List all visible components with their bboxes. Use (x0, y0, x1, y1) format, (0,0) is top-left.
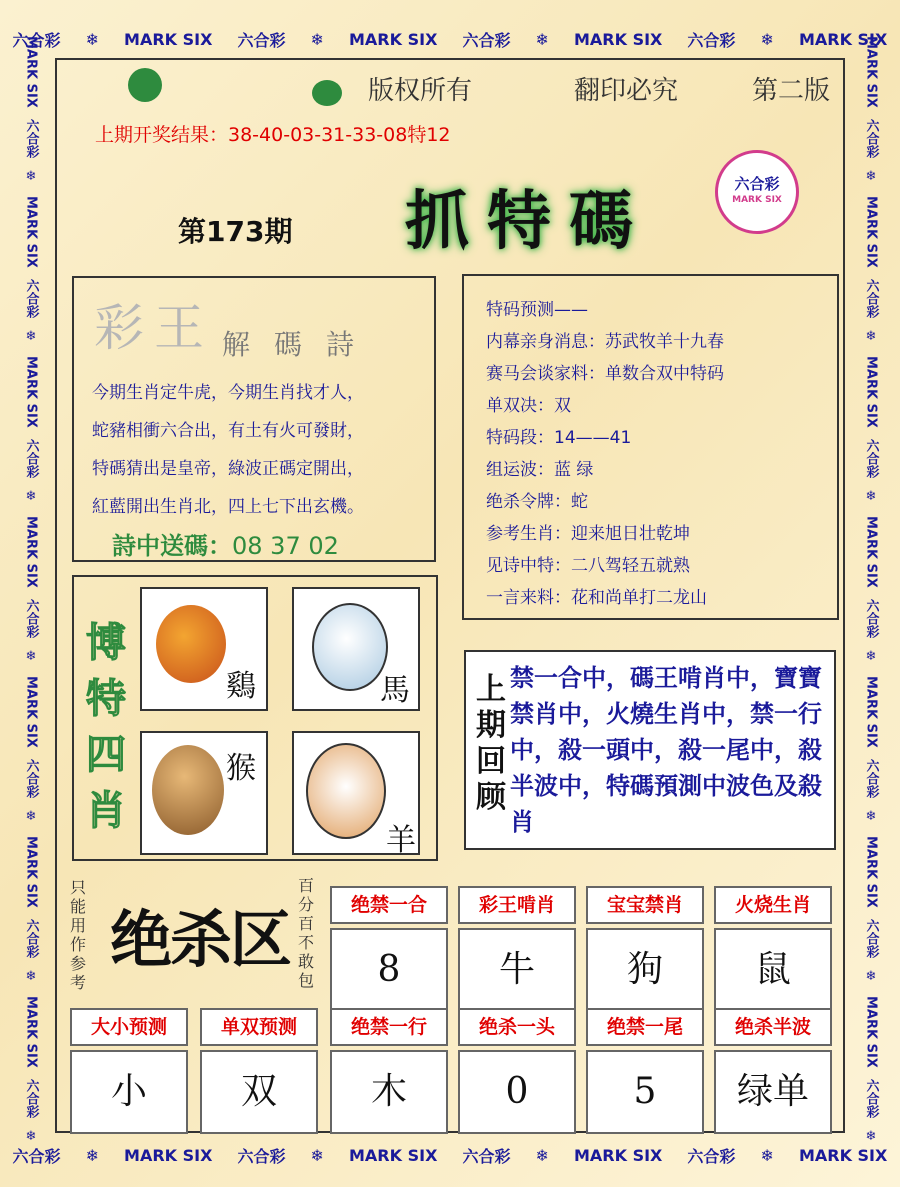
copyright-text: 版权所有 (368, 76, 473, 106)
zodiac-cell-rooster (140, 587, 268, 711)
snowflake-icon: ❄ (760, 1145, 774, 1165)
zodiac-title: 博特四肖 (86, 620, 126, 834)
border-mark-text: MARK SIX (23, 35, 39, 108)
prediction-line: 单双决：双 (486, 396, 571, 416)
snowflake-icon: ❄ (23, 489, 39, 505)
border-mark-text: MARK SIX (124, 29, 213, 49)
zodiac-cell-goat (292, 731, 420, 858)
kill-cell-value: 0 (458, 1050, 576, 1134)
border-mark-text: MARK SIX (23, 995, 39, 1068)
border-mark-text: MARK SIX (23, 515, 39, 588)
snowflake-icon: ❄ (863, 489, 879, 505)
poem-line: 紅藍開出生肖北，四上七下出玄機。 (92, 497, 364, 517)
prediction-box (462, 274, 839, 620)
goat-icon (306, 743, 386, 839)
snowflake-icon: ❄ (23, 969, 39, 985)
poem-lines (92, 374, 432, 526)
border-logo-text: 六合彩 (23, 278, 39, 318)
kill-cell (714, 1008, 832, 1134)
kill-cell-value: 木 (330, 1050, 448, 1134)
border-logo-text: 六合彩 (237, 1146, 286, 1166)
border-logo-text: 六合彩 (23, 118, 39, 158)
kill-cell-value: 5 (586, 1050, 704, 1134)
border-mark-text: MARK SIX (23, 675, 39, 748)
border-logo-text: 六合彩 (237, 30, 286, 50)
prediction-line: 内幕亲身消息：苏武牧羊十九春 (486, 332, 724, 352)
kill-cell-head: 火烧生肖 (714, 886, 832, 924)
border-mark-text: MARK SIX (863, 355, 879, 428)
right-border (856, 30, 886, 1150)
page-title: 抓特碼 (405, 185, 651, 259)
kill-cell-value: 狗 (586, 928, 704, 1012)
border-mark-text: MARK SIX (573, 29, 663, 49)
zodiac-label: 鷄 (226, 669, 256, 704)
prediction-line: 一言来料：花和尚单打二龙山 (486, 588, 707, 608)
kill-cell (714, 886, 832, 1012)
border-logo-text: 六合彩 (863, 918, 879, 958)
edition-text: 第二版 (752, 76, 831, 106)
border-mark-text: MARK SIX (349, 29, 438, 49)
snowflake-icon: ❄ (863, 169, 879, 185)
border-mark-text: MARK SIX (798, 1145, 888, 1165)
snowflake-icon: ❄ (23, 649, 39, 665)
poem-code-label: 詩中送碼： (112, 532, 232, 560)
rooster-icon (156, 605, 226, 683)
kill-zone-title: 绝杀区 (110, 903, 291, 976)
poem-line: 特碼猜出是皇帝，綠波正碼定開出， (92, 459, 364, 479)
kill-cell-head: 绝禁一合 (330, 886, 448, 924)
kill-cell-head: 大小预测 (70, 1008, 188, 1046)
kill-cell (458, 886, 576, 1012)
poem-box (72, 276, 436, 562)
poem-line: 蛇豬相衝六合出，有土有火可發財， (92, 421, 364, 441)
snowflake-icon: ❄ (23, 329, 39, 345)
kill-cell (200, 1008, 318, 1134)
border-logo-text: 六合彩 (687, 1146, 736, 1166)
border-logo-text: 六合彩 (863, 278, 879, 318)
border-logo-text: 六合彩 (23, 1078, 39, 1118)
snowflake-icon: ❄ (863, 649, 879, 665)
kill-cell-head: 单双预测 (200, 1008, 318, 1046)
kill-cell-head: 绝杀一头 (458, 1008, 576, 1046)
border-logo-text: 六合彩 (12, 1146, 61, 1166)
border-mark-text: MARK SIX (863, 35, 879, 108)
kill-cell (458, 1008, 576, 1134)
last-review-box (464, 650, 836, 850)
zodiac-cell-monkey (140, 731, 268, 855)
kill-cell (330, 1008, 448, 1134)
border-logo-text: 六合彩 (687, 30, 736, 50)
guarantee-note: 百分百不敢包 (298, 876, 315, 990)
snowflake-icon: ❄ (863, 809, 879, 825)
kill-cell-value: 双 (200, 1050, 318, 1134)
prediction-line: 组运波：蓝 绿 (486, 460, 594, 480)
snowflake-icon: ❄ (863, 329, 879, 345)
no-reprint-text: 翻印必究 (574, 76, 679, 106)
mark-six-logo (715, 150, 799, 234)
border-logo-text: 六合彩 (863, 438, 879, 478)
top-border (0, 22, 900, 56)
border-mark-text: MARK SIX (863, 195, 879, 268)
border-logo-text: 六合彩 (23, 598, 39, 638)
border-logo-text: 六合彩 (863, 1078, 879, 1118)
kill-cell-head: 绝杀半波 (714, 1008, 832, 1046)
green-leaf-decoration (128, 68, 162, 102)
poem-line: 今期生肖定牛虎，今期生肖找才人， (92, 383, 364, 403)
zodiac-label: 羊 (386, 823, 416, 858)
review-title: 上期回顾 (476, 672, 506, 815)
issue-number: 第173期 (178, 215, 293, 248)
border-mark-text: MARK SIX (349, 1145, 438, 1165)
border-mark-text: MARK SIX (863, 675, 879, 748)
snowflake-icon: ❄ (310, 1145, 324, 1165)
logo-text: 六合彩 (734, 175, 780, 193)
border-logo-text: 六合彩 (462, 30, 511, 50)
kill-cell-value: 8 (330, 928, 448, 1012)
snowflake-icon: ❄ (23, 1129, 39, 1145)
kill-cell (70, 1008, 188, 1134)
border-mark-text: MARK SIX (23, 195, 39, 268)
zodiac-label: 馬 (380, 673, 410, 708)
border-logo-text: 六合彩 (23, 918, 39, 958)
border-mark-text: MARK SIX (863, 835, 879, 908)
border-mark-text: MARK SIX (798, 29, 888, 49)
snowflake-icon: ❄ (23, 809, 39, 825)
snowflake-icon: ❄ (85, 29, 99, 49)
border-logo-text: 六合彩 (863, 118, 879, 158)
bottom-border (0, 1138, 900, 1172)
border-mark-text: MARK SIX (573, 1145, 663, 1165)
reference-note: 只能用作参考 (70, 878, 87, 992)
poem-code-value: 08 37 02 (232, 532, 339, 560)
poem-code (112, 526, 339, 561)
kill-cell-head: 宝宝禁肖 (586, 886, 704, 924)
snowflake-icon: ❄ (310, 29, 324, 49)
border-logo-text: 六合彩 (863, 598, 879, 638)
border-mark-text: MARK SIX (23, 355, 39, 428)
prediction-line: 特码段：14——41 (486, 428, 632, 448)
border-mark-text: MARK SIX (124, 1145, 213, 1165)
kill-cell-head: 绝禁一行 (330, 1008, 448, 1046)
border-logo-text: 六合彩 (12, 30, 61, 50)
zodiac-cell-horse (292, 587, 420, 711)
green-leaf-decoration (312, 80, 342, 106)
snowflake-icon: ❄ (535, 29, 549, 49)
border-mark-text: MARK SIX (863, 995, 879, 1068)
border-mark-text: MARK SIX (23, 835, 39, 908)
prediction-line: 赛马会谈家料：单数合双中特码 (486, 364, 724, 384)
border-logo-text: 六合彩 (23, 438, 39, 478)
border-logo-text: 六合彩 (863, 758, 879, 798)
snowflake-icon: ❄ (535, 1145, 549, 1165)
kill-cell (586, 1008, 704, 1134)
kill-cell-value: 绿单 (714, 1050, 832, 1134)
kill-cell-head: 绝禁一尾 (586, 1008, 704, 1046)
prediction-line: 参考生肖：迎来旭日壮乾坤 (486, 524, 690, 544)
snowflake-icon: ❄ (23, 169, 39, 185)
zodiac-label: 猴 (226, 751, 256, 786)
poem-title: 彩王 (94, 299, 214, 357)
prediction-line: 特码预测—— (486, 300, 588, 320)
kill-cell-value: 牛 (458, 928, 576, 1012)
left-border (16, 30, 46, 1150)
monkey-icon (152, 745, 224, 835)
prediction-line: 绝杀令牌：蛇 (486, 492, 588, 512)
kill-cell-head: 彩王啃肖 (458, 886, 576, 924)
snowflake-icon: ❄ (760, 29, 774, 49)
review-text: 禁一合中，碼王啃肖中，寶寶禁肖中，火燒生肖中，禁一行中，殺一頭中，殺一尾中，殺半波中，特碼預測中波色及殺肖 (510, 664, 822, 836)
snowflake-icon: ❄ (863, 1129, 879, 1145)
snowflake-icon: ❄ (85, 1145, 99, 1165)
prediction-line: 见诗中特：二八驾轻五就熟 (486, 556, 690, 576)
poem-subtitle: 解碼詩 (222, 328, 379, 361)
zodiac-box (72, 575, 438, 861)
logo-subtext: MARK SIX (732, 195, 782, 205)
kill-cell (330, 886, 448, 1012)
horse-icon (312, 603, 388, 691)
border-logo-text: 六合彩 (23, 758, 39, 798)
border-mark-text: MARK SIX (863, 515, 879, 588)
last-result: 上期开奖结果：38-40-03-31-33-08特12 (95, 124, 451, 146)
kill-cell-value: 小 (70, 1050, 188, 1134)
snowflake-icon: ❄ (863, 969, 879, 985)
border-logo-text: 六合彩 (462, 1146, 511, 1166)
kill-cell (586, 886, 704, 1012)
kill-cell-value: 鼠 (714, 928, 832, 1012)
